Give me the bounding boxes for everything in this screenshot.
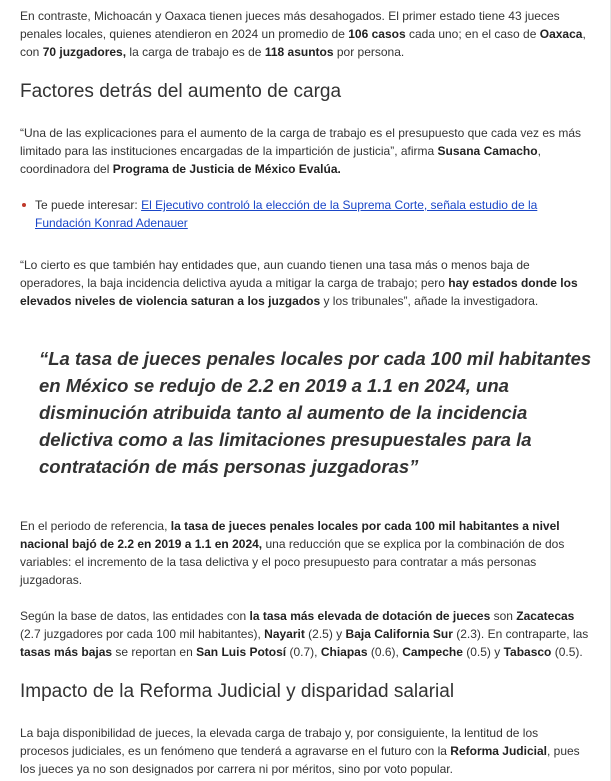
section-heading-factores: Factores detrás del aumento de carga — [20, 81, 342, 102]
related-article-prefix: Te puede interesar: — [35, 198, 142, 212]
paragraph-michoacan-oaxaca: En contraste, Michoacán y Oaxaca tienen jueces más desahogados. El primer estado tiene 43 jueces penales locales, quienes atendieron en 2024 un promedio de 106 casos cada uno; en el caso de Oaxaca, con 70 juzgadores, la carga de trabajo es de 118 asuntos por persona. — [20, 9, 586, 59]
paragraph-susana-camacho: “Una de las explicaciones para el aumento de la carga de trabajo es el presupuesto que cada vez es más limitado para las instituciones encargadas de la impartición de justicia”, afirma Susana Camacho, coordinadora del Programa de Justicia de México Evalúa. — [20, 126, 582, 176]
related-article-link[interactable]: El Ejecutivo controló la elección de la Suprema Corte, señala estudio de la Fundación Konrad Adenauer — [35, 198, 538, 230]
paragraph-periodo-referencia: En el periodo de referencia, la tasa de jueces penales locales por cada 100 mil habitantes a nivel nacional bajó de 2.2 en 2019 a 1.1 en 2024, una reducción que se explica por la combinación de dos variables: el incremento de la tasa delictiva y el poco presupuesto para contratar a más personas juzgadoras. — [20, 519, 565, 587]
section-heading-reforma-judicial: Impacto de la Reforma Judicial y disparidad salarial — [20, 681, 455, 702]
paragraph-reforma-judicial: La baja disponibilidad de jueces, la elevada carga de trabajo y, por consiguiente, la lentitud de los procesos judiciales, es un fenómeno que tenderá a agravarse en el futuro con la Reforma Judicial, pues los jueces ya no son designados por carrera ni por méritos, sino por voto popular. — [20, 726, 580, 776]
bullet-dot-icon — [22, 203, 26, 207]
pull-quote: “La tasa de jueces penales locales por cada 100 mil habitantes en México se redujo de 2.2 en 2019 a 1.1 en 2024, una disminución atribuida tanto al aumento de la incidencia delictiva como a las limitaciones presupuestales para la contratación de más personas juzgadoras” — [39, 348, 592, 477]
paragraph-base-de-datos: Según la base de datos, las entidades con la tasa más elevada de dotación de jueces son Zacatecas (2.7 juzgadores por cada 100 mil habitantes), Nayarit (2.5) y Baja California Sur (2.3). En contraparte, las tasas más bajas se reportan en San Luis Potosí (0.7), Chiapas (0.6), Campeche (0.5) y Tabasco (0.5). — [20, 609, 589, 659]
paragraph-investigadora: “Lo cierto es que también hay entidades que, aun cuando tienen una tasa más o menos baja de operadores, la baja incidencia delictiva ayuda a mitigar la carga de trabajo; pero hay estados donde los elevados niveles de violencia saturan a los juzgados y los tribunales”, añade la investigadora. — [20, 258, 578, 308]
